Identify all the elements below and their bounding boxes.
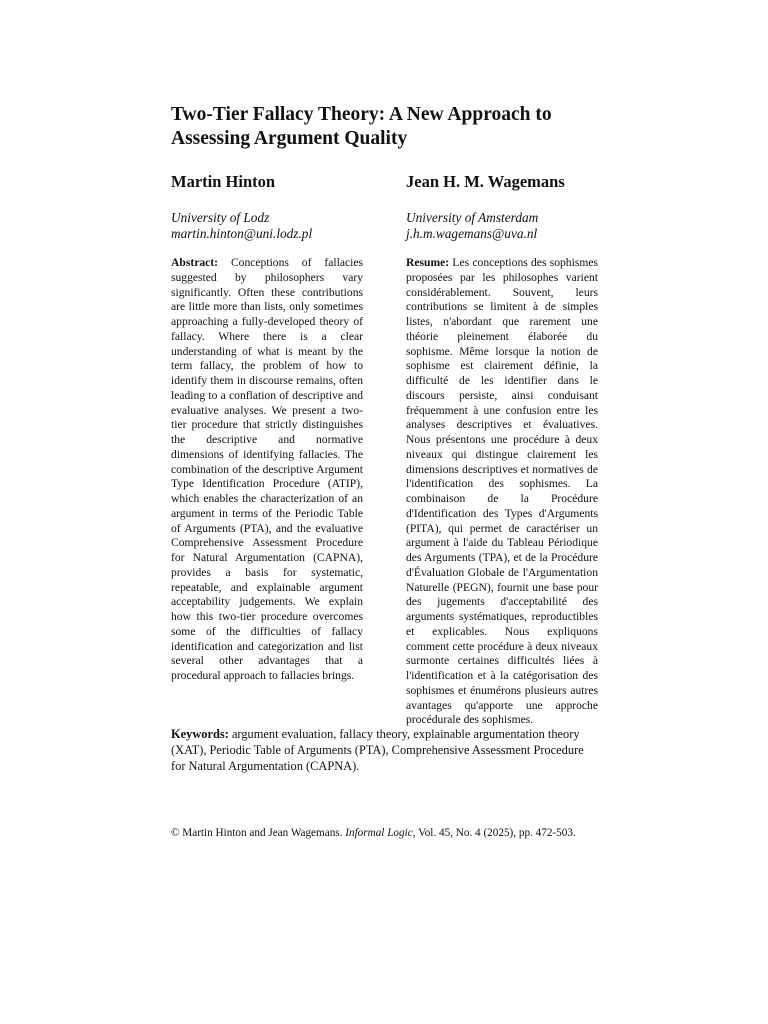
footer-suffix: , Vol. 45, No. 4 (2025), pp. 472-503.	[412, 827, 576, 839]
keywords-text: argument evaluation, fallacy theory, explainable argumentation theory (XAT), Periodic Table of Arguments (PTA), Comprehensive Assessment Procedure for Natural Argumentation (CAPNA).	[171, 727, 584, 773]
author-block-1	[171, 172, 411, 242]
keywords-label: Keywords:	[171, 727, 229, 741]
author-name: Martin Hinton	[171, 172, 276, 191]
paper-title	[171, 103, 641, 151]
author-name: Jean H. M. Wagemans	[406, 172, 565, 191]
author-affiliation: University of Amsterdam	[406, 210, 539, 225]
keywords	[171, 726, 599, 774]
resume-label: Resume:	[406, 256, 450, 269]
abstract-english	[171, 256, 363, 684]
author-block-2	[406, 172, 646, 242]
abstract-text: Conceptions of fallacies suggested by philosophers vary significantly. Often these contributions are little more than lists, only sometimes approaching a fully-developed theory of fallacy. Where there is a clear understanding of what is meant by the term fallacy, the problem of how to identify them in discourse remains, often leading to a conflation of descriptive and evaluative analyses. We present a two-tier procedure that strictly distinguishes the descriptive and normative dimensions of identifying fallacies. The combination of the descriptive Argument Type Identification Procedure (ATIP), which enables the characterization of an argument in terms of the Periodic Table of Arguments (PTA), and the evaluative Comprehensive Assessment Procedure for Natural Argumentation (CAPNA), provides a basis for systematic, repeatable, and explainable argument acceptability judgements. We explain how this two-tier procedure overcomes some of the difficulties of fallacy identification and categorization and list several other advantages that a procedural approach to fallacies brings.	[171, 256, 363, 682]
paper-title-line-2: Assessing Argument Quality	[171, 128, 408, 149]
paper-title-line-1: Two-Tier Fallacy Theory: A New Approach to	[171, 104, 552, 125]
abstract-label: Abstract:	[171, 256, 219, 269]
copyright-footer	[171, 826, 631, 840]
author-affiliation: University of Lodz	[171, 210, 270, 225]
footer-journal: Informal Logic	[345, 827, 413, 839]
abstract-french	[406, 256, 598, 728]
footer-prefix: © Martin Hinton and Jean Wagemans.	[171, 827, 346, 839]
author-email: martin.hinton@uni.lodz.pl	[171, 226, 313, 241]
author-email: j.h.m.wagemans@uva.nl	[406, 226, 538, 241]
resume-text: Les conceptions des sophismes proposées par les philosophes varient considérablement. Souvent, leurs contributions se limitent à de simples listes, n'abordant que rarement une théorie pleinement élaborée du sophisme. Même lorsque la notion de sophisme est clairement définie, la difficulté de les identifier dans le discours persiste, ainsi conduisant fréquemment à une confusion entre les analyses descriptives et évaluatives. Nous présentons une procédure à deux niveaux qui distingue clairement les dimensions descriptives et normatives de l'identification des sophismes. La combinaison de la Procédure d'Identification des Types d'Arguments (PITA), qui permet de caractériser un argument à l'aide du Tableau Périodique des Arguments (TPA), et de la Procédure d'Évaluation Globale de l'Argumentation Naturelle (PEGN), fournit une base pour des jugements d'acceptabilité des arguments systématiques, reproductibles et explicables. Nous expliquons comment cette procédure à deux niveaux surmonte certaines difficultés liées à l'identification et à la catégorisation des sophismes et énumérons plusieurs autres avantages qu'apporte une approche procédurale des sophismes.	[406, 256, 599, 727]
